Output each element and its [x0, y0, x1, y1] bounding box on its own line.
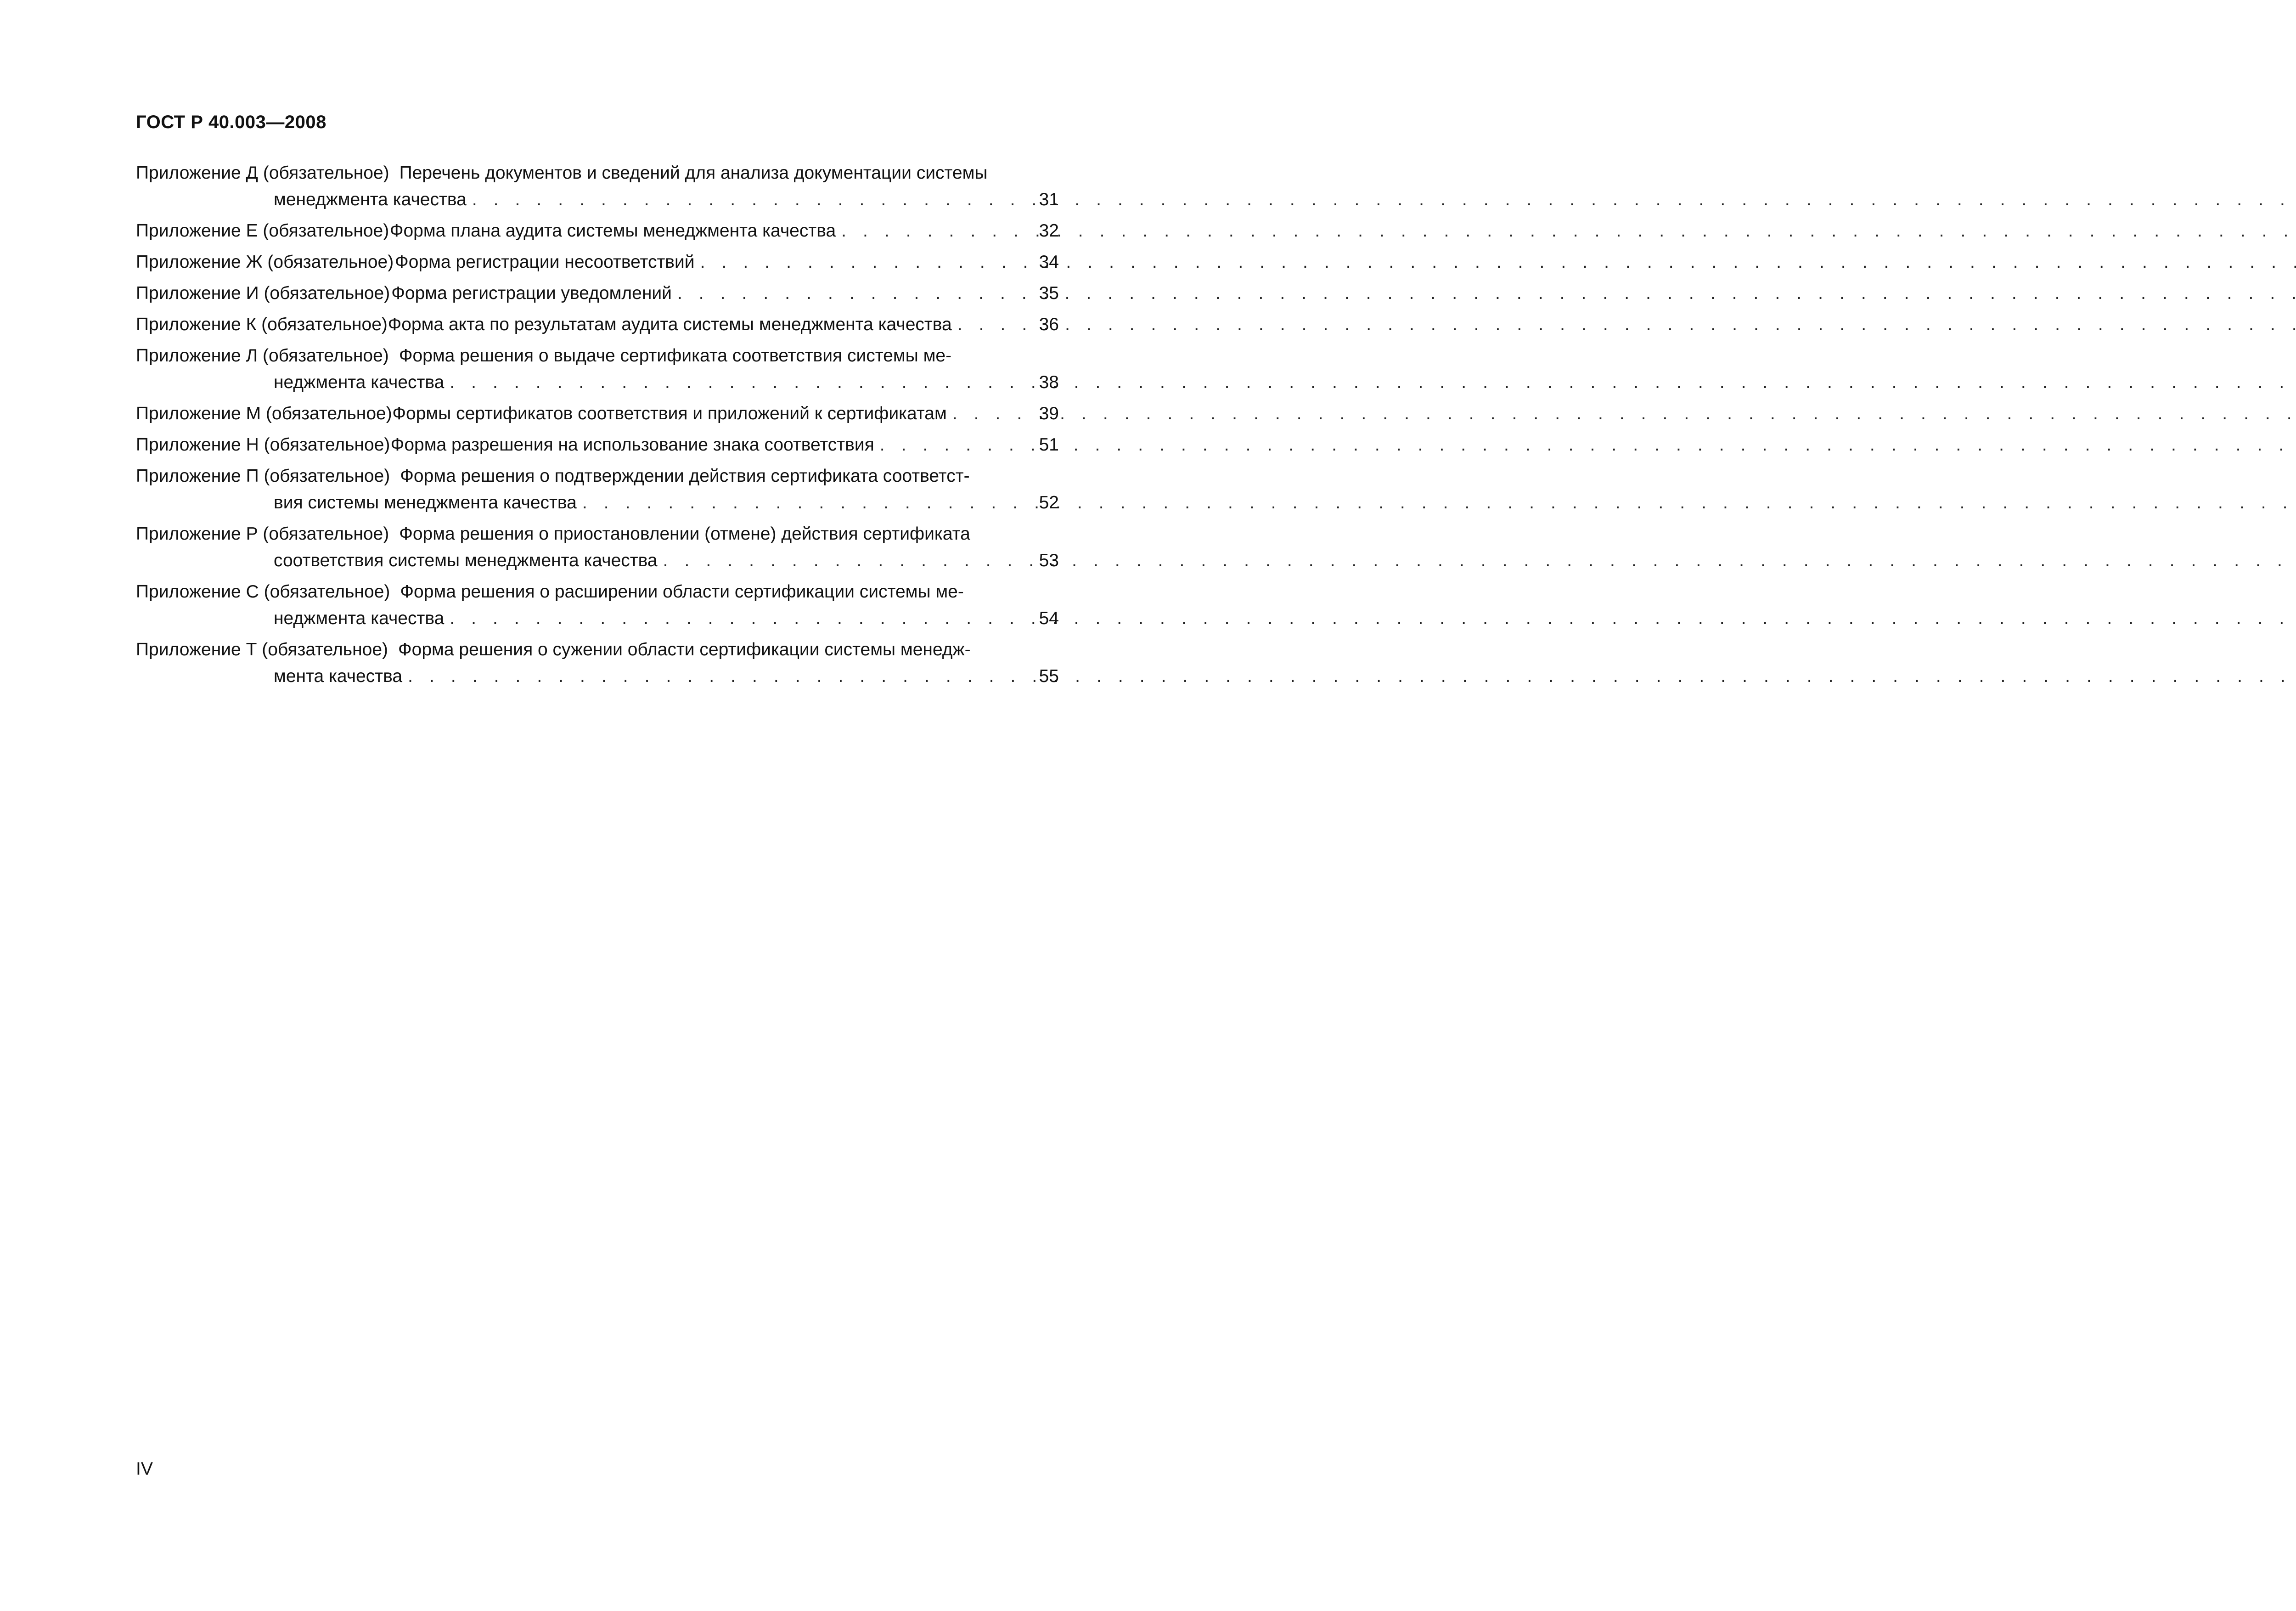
toc-appendix-label: Приложение Е (обязательное) [136, 221, 389, 241]
toc-appendix-label: Приложение Н (обязательное) [136, 435, 390, 455]
toc-entry [136, 160, 1059, 213]
toc-leader-dots [444, 369, 1033, 396]
toc-entry [136, 280, 1059, 307]
toc-title-continuation: менеджмента качества [274, 190, 467, 209]
toc-page-number: 34 [1039, 252, 1059, 272]
page-number: IV [136, 1459, 153, 1479]
toc-line [136, 280, 1059, 307]
toc-appendix-label: Приложение Д (обязательное) [136, 163, 389, 183]
toc-title: Перечень документов и сведений для анализа документации системы [399, 163, 988, 183]
toc-title-continuation: вия системы менеджмента качества [274, 493, 577, 513]
toc-leader-dots [947, 400, 1033, 427]
toc-title-continuation: соответствия системы менеджмента качества [274, 551, 658, 570]
document-header: ГОСТ Р 40.003—2008 [136, 112, 326, 132]
toc-title-continuation: мента качества [274, 666, 403, 686]
toc-line [136, 521, 1059, 547]
toc-line [136, 160, 1059, 186]
toc-appendix-label: Приложение М (обязательное) [136, 404, 392, 423]
toc-line [136, 490, 1059, 516]
toc-title: Формы сертификатов соответствия и приложений к сертификатам [392, 404, 947, 423]
toc-line [136, 311, 1059, 338]
toc-page-number: 36 [1039, 315, 1059, 334]
toc-entry [136, 400, 1059, 427]
toc-line [136, 369, 1059, 396]
toc-title: Форма решения о выдаче сертификата соответствия системы ме- [399, 346, 952, 366]
toc-page-number: 55 [1039, 666, 1059, 686]
toc-line [136, 663, 1059, 690]
toc-entry [136, 432, 1059, 458]
toc-leader-dots [952, 311, 1033, 338]
toc-leader-dots [658, 547, 1033, 574]
toc-appendix-label: Приложение Т (обязательное) [136, 640, 388, 659]
toc-title: Форма решения о подтверждении действия сертификата соответст- [400, 466, 970, 486]
toc-appendix-label: Приложение Ж (обязательное) [136, 252, 394, 272]
toc-page-number: 32 [1039, 221, 1059, 241]
toc-appendix-label: Приложение Л (обязательное) [136, 346, 389, 366]
toc-appendix-label: Приложение Р (обязательное) [136, 524, 389, 544]
toc-leader-dots [444, 605, 1033, 632]
table-of-contents [136, 160, 1059, 694]
toc-title: Форма решения о сужении области сертификации системы менедж- [398, 640, 971, 659]
toc-entry [136, 463, 1059, 516]
toc-page-number: 38 [1039, 372, 1059, 392]
toc-page-number: 35 [1039, 283, 1059, 303]
toc-line [136, 432, 1059, 458]
toc-leader-dots [695, 249, 1033, 276]
toc-title: Форма регистрации несоответствий [395, 252, 695, 272]
toc-entry [136, 343, 1059, 396]
toc-appendix-label: Приложение П (обязательное) [136, 466, 390, 486]
toc-leader-dots [577, 490, 1033, 516]
toc-title: Форма плана аудита системы менеджмента качества [389, 221, 836, 241]
toc-entry [136, 521, 1059, 574]
toc-leader-dots [402, 663, 1033, 690]
toc-title-continuation: неджмента качества [274, 608, 445, 628]
toc-line [136, 605, 1059, 632]
toc-line [136, 249, 1059, 276]
toc-entry [136, 311, 1059, 338]
toc-line [136, 186, 1059, 213]
toc-page-number: 31 [1039, 190, 1059, 209]
toc-leader-dots [836, 218, 1033, 244]
toc-line [136, 400, 1059, 427]
toc-entry [136, 637, 1059, 690]
toc-title: Форма решения о расширении области сертификации системы ме- [400, 582, 964, 602]
toc-page-number: 54 [1039, 608, 1059, 628]
toc-title: Форма разрешения на использование знака соответствия [390, 435, 874, 455]
toc-leader-dots [672, 280, 1033, 307]
toc-line [136, 579, 1059, 605]
toc-page-number: 39 [1039, 404, 1059, 423]
toc-appendix-label: Приложение К (обязательное) [136, 315, 388, 334]
toc-title-continuation: неджмента качества [274, 372, 445, 392]
toc-title: Форма регистрации уведомлений [391, 283, 672, 303]
toc-page-number: 52 [1039, 493, 1059, 513]
toc-entry [136, 579, 1059, 632]
toc-title: Форма решения о приостановлении (отмене) действия сертификата [399, 524, 970, 544]
toc-entry [136, 249, 1059, 276]
toc-title: Форма акта по результатам аудита системы менеджмента качества [388, 315, 952, 334]
toc-leader-dots [467, 186, 1033, 213]
toc-entry [136, 218, 1059, 244]
toc-line [136, 463, 1059, 490]
toc-line [136, 218, 1059, 244]
toc-appendix-label: Приложение С (обязательное) [136, 582, 390, 602]
toc-leader-dots [874, 432, 1033, 458]
toc-line [136, 343, 1059, 369]
toc-appendix-label: Приложение И (обязательное) [136, 283, 390, 303]
toc-line [136, 637, 1059, 663]
toc-page-number: 51 [1039, 435, 1059, 455]
toc-page-number: 53 [1039, 551, 1059, 570]
toc-line [136, 547, 1059, 574]
